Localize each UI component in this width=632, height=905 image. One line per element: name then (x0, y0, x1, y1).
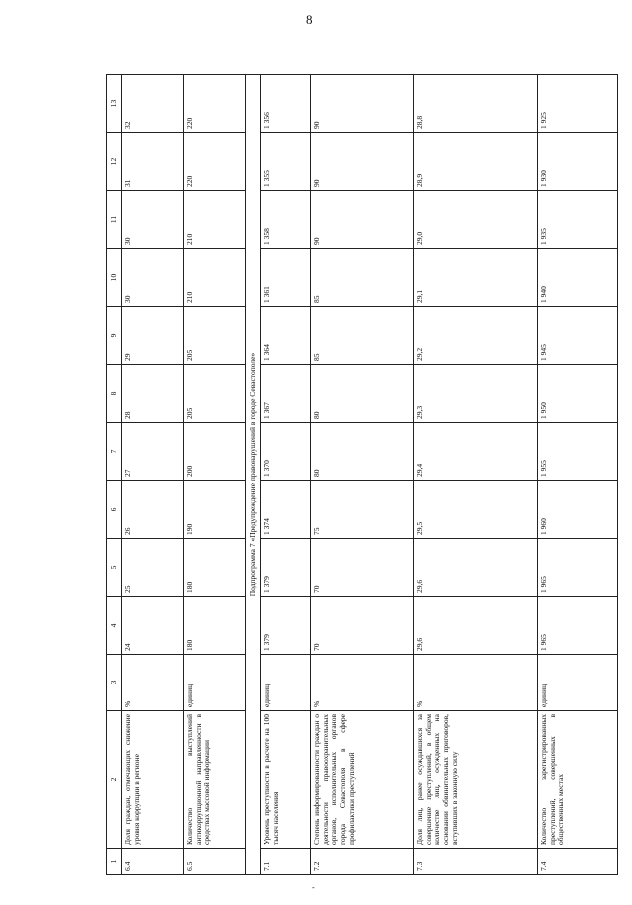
value-cell: 70 (311, 539, 414, 597)
indicator-name: Уровень преступности в расчете на 100 тысяч населения (261, 711, 311, 849)
value-cell: 1 925 (538, 75, 618, 133)
column-header: 8 (107, 365, 122, 423)
value-cell: 27 (122, 423, 184, 481)
value-cell: 200 (184, 423, 246, 481)
value-cell: 29,2 (414, 307, 538, 365)
column-header: 3 (107, 655, 122, 711)
value-cell: 1 960 (538, 481, 618, 539)
value-cell: 26 (122, 481, 184, 539)
unit-cell: % (311, 655, 414, 711)
value-cell: 190 (184, 481, 246, 539)
column-header: 4 (107, 597, 122, 655)
row-number: 6.4 (122, 849, 184, 875)
value-cell: 210 (184, 191, 246, 249)
value-cell: 90 (311, 191, 414, 249)
unit-cell: % (414, 655, 538, 711)
column-header: 10 (107, 249, 122, 307)
value-cell: 1 379 (261, 539, 311, 597)
value-cell: 80 (311, 365, 414, 423)
unit-cell: % (122, 655, 184, 711)
row-number: 7.3 (414, 849, 538, 875)
value-cell: 85 (311, 307, 414, 365)
value-cell: 180 (184, 597, 246, 655)
value-cell: 29,6 (414, 539, 538, 597)
value-cell: 29,6 (414, 597, 538, 655)
value-cell: 220 (184, 75, 246, 133)
unit-cell: единиц (538, 655, 618, 711)
table-row (122, 75, 184, 875)
row-number: 7.2 (311, 849, 414, 875)
value-cell: 1 965 (538, 539, 618, 597)
footer-mark: - (312, 883, 315, 892)
value-cell: 25 (122, 539, 184, 597)
value-cell: 1 965 (538, 597, 618, 655)
value-cell: 1 358 (261, 191, 311, 249)
indicator-name: Доля лиц, ранее осуждавшихся за совершение преступлений, в общем количестве лиц, осужденных на основании обвинительных приговоров, вступивших в законную силу (414, 711, 538, 849)
column-header: 1 (107, 849, 122, 875)
value-cell: 1 955 (538, 423, 618, 481)
value-cell: 28,9 (414, 133, 538, 191)
unit-cell: единиц (261, 655, 311, 711)
value-cell: 1 367 (261, 365, 311, 423)
value-cell: 1 379 (261, 597, 311, 655)
column-header: 11 (107, 191, 122, 249)
value-cell: 1 940 (538, 249, 618, 307)
column-header: 12 (107, 133, 122, 191)
value-cell: 1 364 (261, 307, 311, 365)
value-cell: 28,8 (414, 75, 538, 133)
table-row (538, 75, 618, 875)
column-header: 9 (107, 307, 122, 365)
value-cell: 29,3 (414, 365, 538, 423)
subprogram-title: Подпрограмма 7 «Предупреждение правонарушений в городе Севастополе» (246, 75, 261, 875)
value-cell: 31 (122, 133, 184, 191)
value-cell: 80 (311, 423, 414, 481)
value-cell: 29,4 (414, 423, 538, 481)
column-header: 5 (107, 539, 122, 597)
value-cell: 1 945 (538, 307, 618, 365)
column-header: 7 (107, 423, 122, 481)
value-cell: 90 (311, 133, 414, 191)
value-cell: 28 (122, 365, 184, 423)
value-cell: 75 (311, 481, 414, 539)
value-cell: 29,5 (414, 481, 538, 539)
subprogram-section (246, 75, 261, 875)
value-cell: 205 (184, 307, 246, 365)
value-cell: 1 950 (538, 365, 618, 423)
indicator-name: Доля граждан, отмечающих снижение уровня коррупции в регионе (122, 711, 184, 849)
header-row (107, 75, 122, 875)
value-cell: 29 (122, 307, 184, 365)
indicator-table-wrapper (106, 75, 566, 875)
value-cell: 1 374 (261, 481, 311, 539)
table-row (414, 75, 538, 875)
indicator-name: Количество выступлений антикоррупционной направленности в средствах массовой информации (184, 711, 246, 849)
table-body-a (122, 75, 246, 875)
unit-cell: единиц (184, 655, 246, 711)
page-number: 8 (306, 12, 313, 27)
indicator-table (106, 74, 618, 875)
value-cell: 205 (184, 365, 246, 423)
value-cell: 24 (122, 597, 184, 655)
column-header: 13 (107, 75, 122, 133)
row-number: 7.4 (538, 849, 618, 875)
value-cell: 32 (122, 75, 184, 133)
subprogram-row (246, 75, 261, 875)
value-cell: 220 (184, 133, 246, 191)
value-cell: 29,1 (414, 249, 538, 307)
value-cell: 1 935 (538, 191, 618, 249)
indicator-name: Степень информированности граждан о деятельности правоохранительных органов, исполнительных органов города Севастополя в сфере профилактики преступлений (311, 711, 414, 849)
value-cell: 1 370 (261, 423, 311, 481)
value-cell: 30 (122, 249, 184, 307)
value-cell: 85 (311, 249, 414, 307)
table-body-b (261, 75, 618, 875)
table-row (311, 75, 414, 875)
value-cell: 29,0 (414, 191, 538, 249)
row-number: 7.1 (261, 849, 311, 875)
table-row (261, 75, 311, 875)
value-cell: 1 355 (261, 133, 311, 191)
value-cell: 70 (311, 597, 414, 655)
indicator-name: Количество зарегистрированных преступлений, совершенных в общественных местах (538, 711, 618, 849)
column-header: 2 (107, 711, 122, 849)
value-cell: 1 930 (538, 133, 618, 191)
value-cell: 90 (311, 75, 414, 133)
row-number: 6.5 (184, 849, 246, 875)
value-cell: 30 (122, 191, 184, 249)
value-cell: 180 (184, 539, 246, 597)
table-row (184, 75, 246, 875)
value-cell: 1 361 (261, 249, 311, 307)
value-cell: 1 356 (261, 75, 311, 133)
value-cell: 210 (184, 249, 246, 307)
column-header: 6 (107, 481, 122, 539)
